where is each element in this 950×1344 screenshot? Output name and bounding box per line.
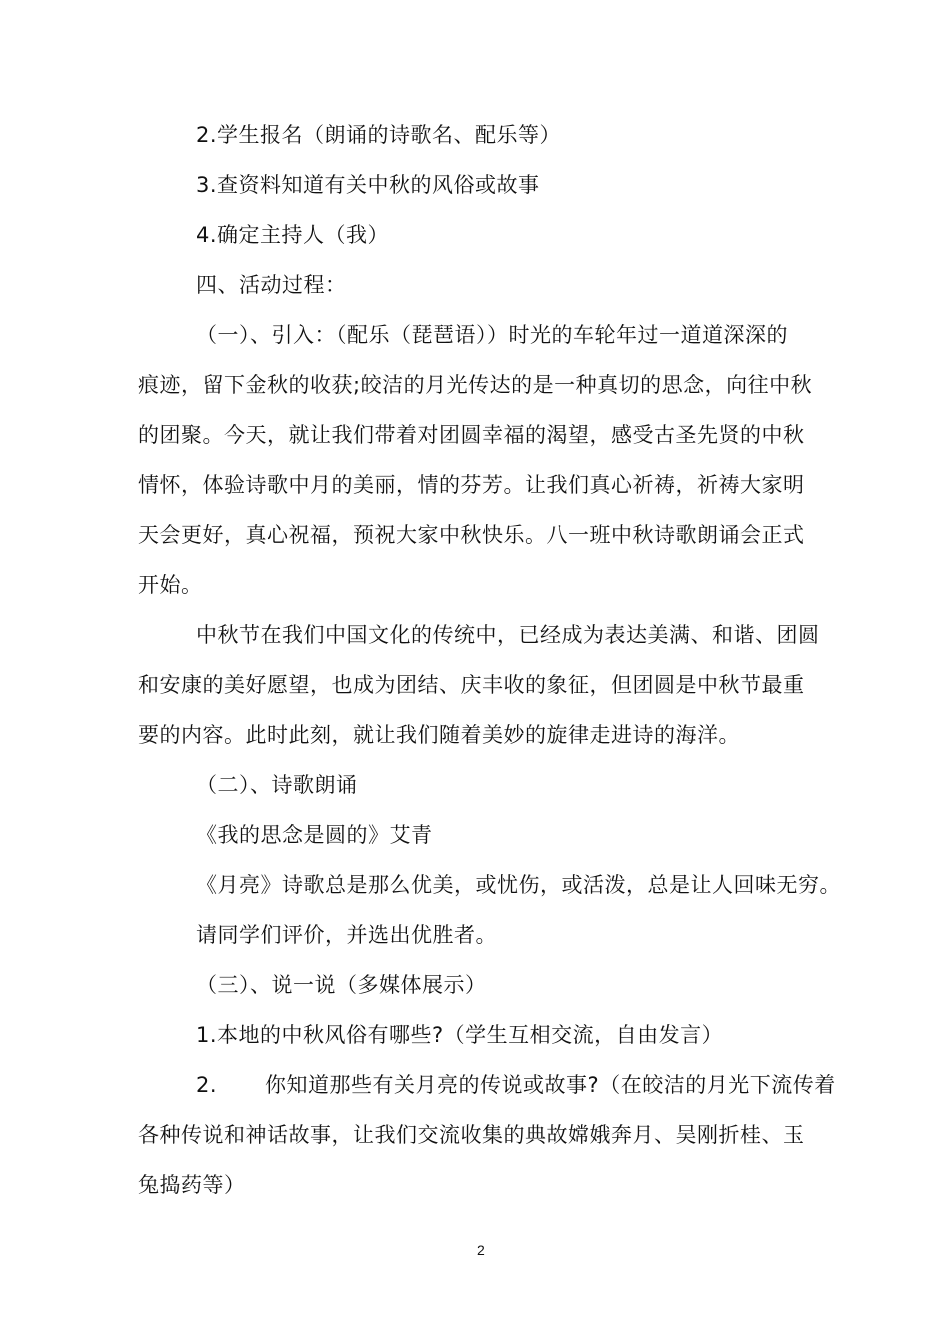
text-line: 4.确定主持人（我） [196,223,390,247]
section-heading: （三）、说一说（多媒体展示） [196,973,487,997]
section-heading: 四、活动过程： [196,273,347,297]
page-number: 2 [477,1242,485,1258]
text-line: 开始。 [138,573,203,597]
text-line: 3.查资料知道有关中秋的风俗或故事 [196,173,540,197]
text-line: 请同学们评价，并选出优胜者。 [196,923,497,947]
text-line: 中秋节在我们中国文化的传统中，已经成为表达美满、和谐、团圆 [196,623,820,647]
text-line: 2.学生报名（朗诵的诗歌名、配乐等） [196,123,562,147]
text-line: 各种传说和神话故事，让我们交流收集的典故嫦娥奔月、吴刚折桂、玉 [138,1123,805,1147]
text-line: 痕迹，留下金秋的收获;皎洁的月光传达的是一种真切的思念，向往中秋 [138,373,813,397]
text-line: 情怀，体验诗歌中月的美丽，情的芬芳。让我们真心祈祷，祈祷大家明 [138,473,805,497]
text-line: 的团聚。今天，就让我们带着对团圆幸福的渴望，感受古圣先贤的中秋 [138,423,805,447]
text-line: 兔捣药等） [138,1173,246,1197]
question-item: 1.本地的中秋风俗有哪些?（学生互相交流，自由发言） [196,1023,724,1047]
text-line: 和安康的美好愿望，也成为团结、庆丰收的象征，但团圆是中秋节最重 [138,673,805,697]
poem-title: 《月亮》诗歌总是那么优美，或忧伤，或活泼，总是让人回味无穷。 [196,873,841,897]
text-line: 要的内容。此时此刻，就让我们随着美妙的旋律走进诗的海洋。 [138,723,740,747]
question-text: 你知道那些有关月亮的传说或故事?（在皎洁的月光下流传着 [265,1073,836,1097]
section-heading: （二）、诗歌朗诵 [196,773,358,797]
question-item [196,1071,836,1099]
text-line: 天会更好，真心祝福，预祝大家中秋快乐。八一班中秋诗歌朗诵会正式 [138,523,805,547]
question-number: 2. [196,1073,218,1097]
poem-title: 《我的思念是圆的》艾青 [196,823,433,847]
text-line: （一）、引入：（配乐（琵琶语））时光的车轮年过一道道深深的 [196,323,788,347]
